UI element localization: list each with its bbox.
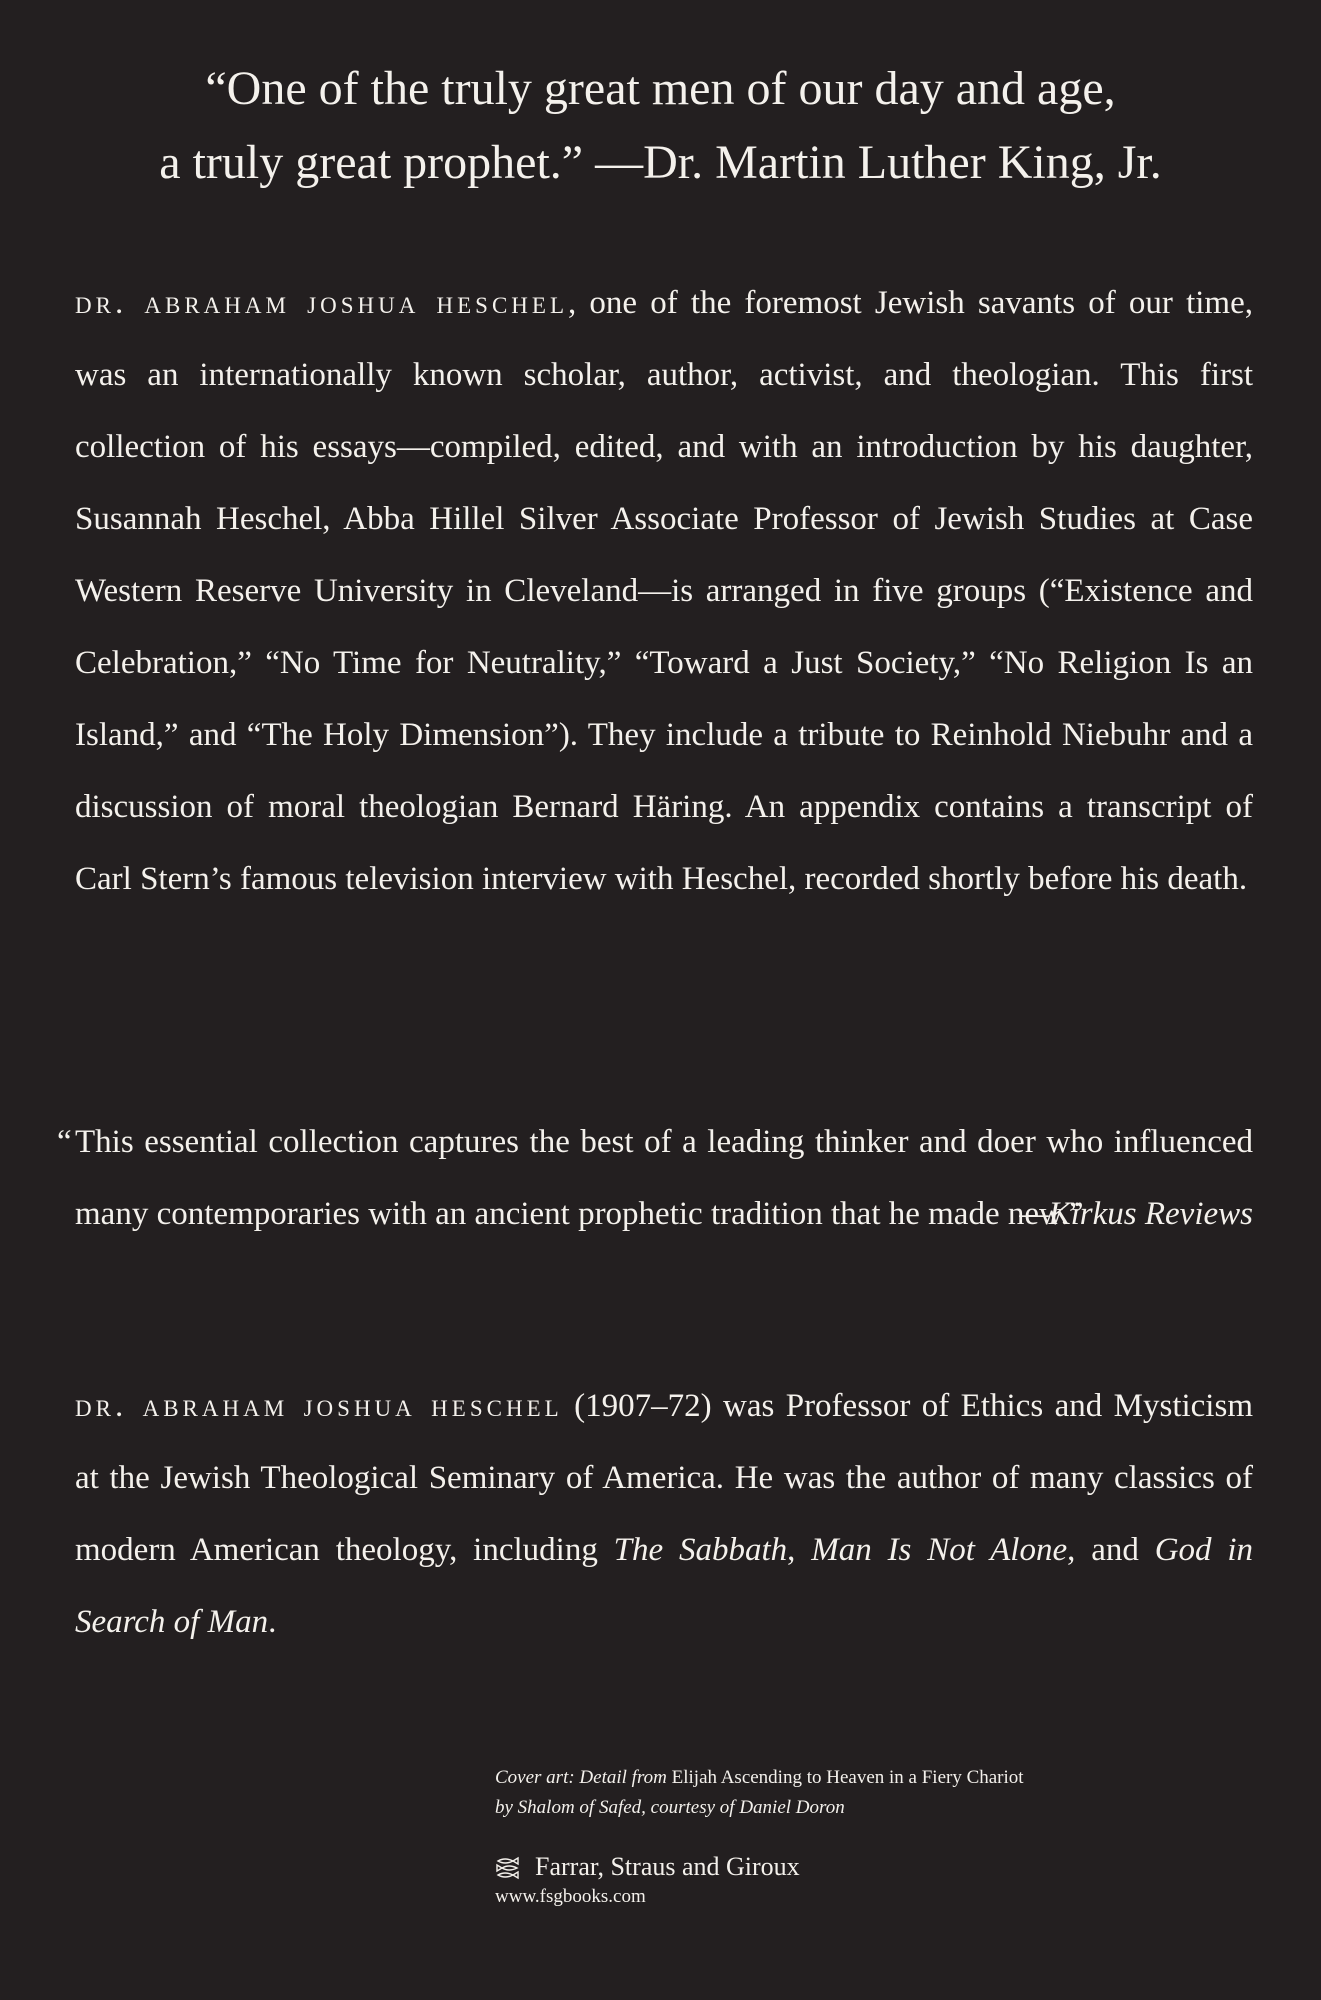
bio-text-2: , [787,1532,812,1568]
publisher-row [495,1850,1195,1884]
review-attribution: —Kirkus Reviews [1019,1196,1253,1232]
epigraph-line-1: “One of the truly great men of our day and age, [205,62,1116,115]
credit-line-2: by Shalom of Safed, courtesy of Daniel Doron [495,1797,845,1818]
publisher-name: Farrar, Straus and Giroux [535,1852,800,1881]
publisher-block [495,1850,1195,1910]
epigraph-line-2: a truly great prophet.” —Dr. Martin Luther King, Jr. [159,136,1162,189]
bio-author-name: dr. abraham joshua heschel [75,1388,563,1424]
bio-text-3: , and [1067,1532,1155,1568]
credit-prefix: Cover art: Detail from [495,1767,667,1788]
cover-art-credit [495,1763,1195,1823]
description-text: , one of the foremost Jewish savants of our time, was an internationally known scholar, author, activist, and theologian. This first collection of his essays—compiled, edited, and with an introduction by his daughter, Susannah Heschel, Abba Hillel Silver Associate Professor of Jewish Studies at Case Western Reserve University in Cleveland—is arranged in five groups (“Existence and Celebration,” “No Time for Neutrality,” “Toward a Just Society,” “No Religion Is an Island,” and “The Holy Dimension”). They include a tribute to Reinhold Niebuhr and a discussion of moral theologian Bernard Häring. An appendix contains a transcript of Carl Stern’s famous television interview with Heschel, recorded shortly before his death. [75,285,1253,897]
credit-line-1 [495,1763,1195,1793]
review-quote [57,1106,1253,1250]
book-description [75,267,1253,915]
bio-book-title-3: God in Search of Man [75,1532,1254,1640]
review-text: This essential collection captures the best of a leading thinker and doer who influenced many contemporaries with an ancient prophetic tradition that he made new.” [75,1124,1253,1232]
bio-text-1: (1907–72) was Professor of Ethics and Mysticism at the Jewish Theological Seminary of America. He was the author of many classics of modern American theology, including [75,1388,1253,1568]
fsg-fish-logo-icon [495,1855,525,1879]
review-open-quote: “ [57,1124,72,1160]
bio-book-title-1: The Sabbath [613,1532,788,1568]
description-author-name: dr. abraham joshua heschel [75,285,568,321]
author-bio [75,1370,1253,1658]
bio-text-4: . [268,1604,277,1640]
publisher-url[interactable]: www.fsgbooks.com [495,1886,646,1907]
credit-artwork-title: Elijah Ascending to Heaven in a Fiery Chariot [666,1767,1024,1788]
epigraph-quote [40,52,1281,200]
bio-book-title-2: Man Is Not Alone [811,1532,1068,1568]
